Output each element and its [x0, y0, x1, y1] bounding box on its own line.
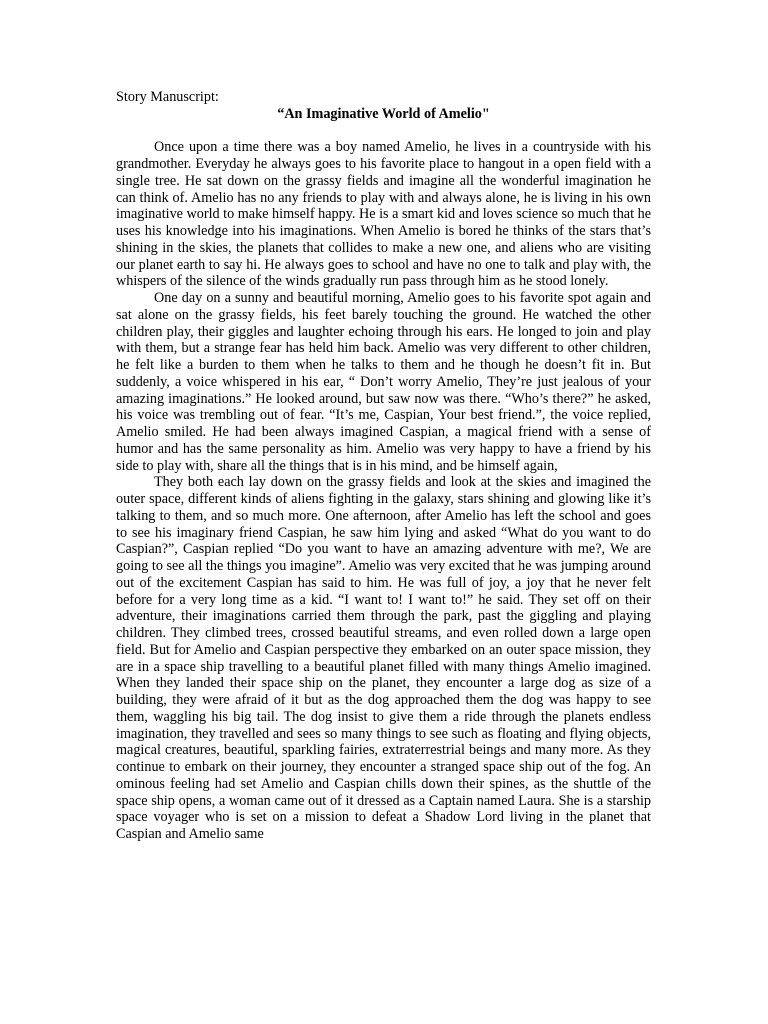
manuscript-label: Story Manuscript: [116, 89, 219, 105]
story-paragraph-1: Once upon a time there was a boy named Amelio, he lives in a countryside with his grandmother. Everyday he always goes to his favorite place to hangout in a open field with a single tree. He sat down on the grassy fields and imagine all the wonderful imagination he can think of. Amelio has no any friends to play with and always alone, he is living in his own imaginative world to make himself happy. He is a smart kid and loves science so much that he uses his knowledge into his imaginations. When Amelio is bored he thinks of the stars that’s shining in the skies, the planets that collides to make a new one, and aliens who are visiting our planet earth to say hi. He always goes to school and have no one to talk and play with, the whispers of the silence of the winds gradually run pass through him as he stood lonely. [116, 139, 651, 290]
manuscript-page [116, 89, 651, 843]
story-title: “An Imaginative World of Amelio" [277, 105, 490, 122]
story-paragraph-3: They both each lay down on the grassy fields and look at the skies and imagined the outer space, different kinds of aliens fighting in the galaxy, stars shining and glowing like it’s talking to them, and so much more. One afternoon, after Amelio has left the school and goes to see his imaginary friend Caspian, he saw him lying and asked “What do you want to do Caspian?”, Caspian replied “Do you want to have an amazing adventure with me?, We are going to see all the things you imagine”. Amelio was very excited that he was jumping around out of the excitement Caspian has said to him. He was full of joy, a joy that he never felt before for a very long time as a kid. “I want to! I want to!” he said. They set off on their adventure, their imaginations carried them through the park, past the giggling and playing children. They climbed trees, crossed beautiful streams, and even rolled down a large open field. But for Amelio and Caspian perspective they embarked on an outer space mission, they are in a space ship travelling to a beautiful planet filled with many things Amelio imagined. When they landed their space ship on the planet, they encounter a large dog as size of a building, they were afraid of it but as the dog approached them the dog was happy to see them, waggling his big tail. The dog insist to give them a ride through the planets endless imagination, they travelled and sees so many things to see such as floating and flying objects, magical creatures, beautiful, sparkling fairies, extraterrestrial beings and many more. As they continue to embark on their journey, they encounter a stranged space ship out of the fog. An ominous feeling had set Amelio and Caspian chills down their spines, as the shuttle of the space ship opens, a woman came out of it dressed as a Captain named Laura. She is a starship space voyager who is set on a mission to defeat a Shadow Lord living in the planet that Caspian and Amelio same [116, 474, 651, 842]
story-paragraph-2: One day on a sunny and beautiful morning, Amelio goes to his favorite spot again and sat alone on the grassy fields, his feet barely touching the ground. He watched the other children play, their giggles and laughter echoing through his ears. He longed to join and play with them, but a strange fear has held him back. Amelio was very different to other children, he felt like a burden to them when he talks to them and he though he doesn’t fit in. But suddenly, a voice whispered in his ear, “ Don’t worry Amelio, They’re just jealous of your amazing imaginations.” He looked around, but saw now was there. “Who’s there?” he asked, his voice was trembling out of fear. “It’s me, Caspian, Your best friend.”, the voice replied, Amelio smiled. He had been always imagined Caspian, a magical friend with a sense of humor and has the same personality as him. Amelio was very happy to have a friend by his side to play with, share all the things that is in his mind, and be himself again, [116, 290, 651, 474]
